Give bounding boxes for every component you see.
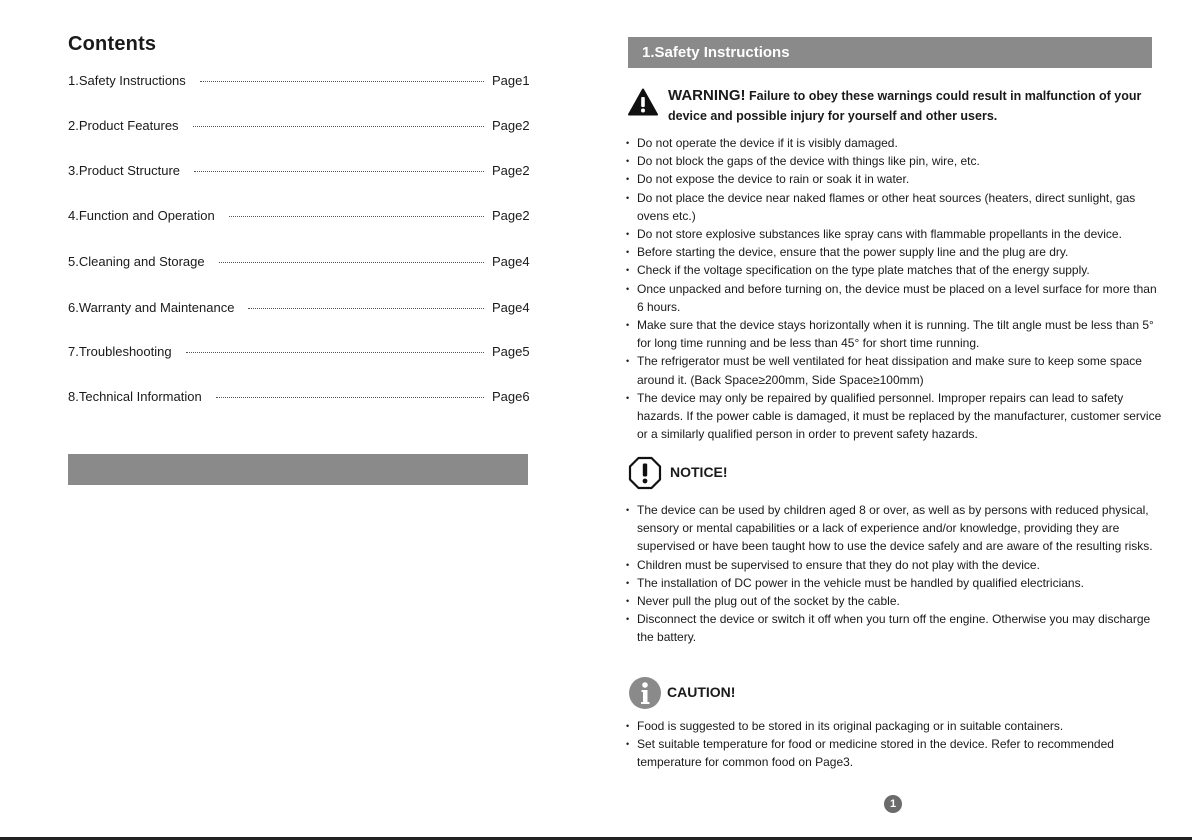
toc-entry[interactable] xyxy=(68,342,528,360)
toc-label: 3.Product Structure xyxy=(68,162,180,178)
list-item: • Do not expose the device to rain or soak it in water. xyxy=(626,170,1166,188)
toc-label: 2.Product Features xyxy=(68,117,179,133)
toc-label: 1.Safety Instructions xyxy=(68,72,186,88)
caution-list xyxy=(626,717,1166,772)
toc-leader-dots xyxy=(229,216,484,217)
list-item: • Check if the voltage specification on the type plate matches that of the energy supply. xyxy=(626,261,1166,279)
toc-leader-dots xyxy=(248,308,484,309)
list-item: • Children must be supervised to ensure that they do not play with the device. xyxy=(626,556,1166,574)
list-item: • Do not block the gaps of the device with things like pin, wire, etc. xyxy=(626,152,1166,170)
toc-leader-dots xyxy=(186,352,484,353)
list-item: • Do not store explosive substances like spray cans with flammable propellants in the device. xyxy=(626,225,1166,243)
list-item: • Disconnect the device or switch it off when you turn off the engine. Otherwise you may discharge the battery. xyxy=(626,610,1166,646)
toc-page: Page1 xyxy=(492,72,530,88)
list-item: • Once unpacked and before turning on, the device must be placed on a level surface for more than 6 hours. xyxy=(626,280,1166,316)
toc-entry[interactable] xyxy=(68,387,528,405)
toc-leader-dots xyxy=(219,262,484,263)
list-item: • The device can be used by children aged 8 or over, as well as by persons with reduced physical, sensory or mental capabilities or a lack of experience and/or knowledge, providing they are supervised or have been taught how to use the device safely and are aware of the resulting risks. xyxy=(626,501,1166,556)
toc-page: Page2 xyxy=(492,207,530,223)
toc-entry[interactable] xyxy=(68,252,528,270)
warning-text: Failure to obey these warnings could result in malfunction of your device and possible injury for yourself and other users. xyxy=(668,89,1142,123)
toc-page: Page4 xyxy=(492,299,530,315)
warning-label: WARNING! xyxy=(668,87,746,104)
toc-label: 7.Troubleshooting xyxy=(68,343,172,359)
list-item: • Set suitable temperature for food or medicine stored in the device. Refer to recommended temperature for common food on Page3. xyxy=(626,735,1166,771)
toc-leader-dots xyxy=(193,126,484,127)
toc-label: 5.Cleaning and Storage xyxy=(68,253,205,269)
list-item: • Before starting the device, ensure that the power supply line and the plug are dry. xyxy=(626,243,1166,261)
list-item: • The installation of DC power in the vehicle must be handled by qualified electricians. xyxy=(626,574,1166,592)
caution-label: CAUTION! xyxy=(667,684,736,700)
contents-title: Contents xyxy=(68,33,157,55)
toc-entry[interactable] xyxy=(68,71,528,89)
empty-section-bar xyxy=(68,454,528,485)
list-item: • Never pull the plug out of the socket by the cable. xyxy=(626,592,1166,610)
list-item: • The refrigerator must be well ventilated for heat dissipation and make sure to keep some space around it. (Back Space≥200mm, Side Space≥100mm) xyxy=(626,352,1166,388)
toc-page: Page6 xyxy=(492,388,530,404)
warning-list xyxy=(626,134,1166,443)
notice-list xyxy=(626,501,1166,647)
list-item: • Do not operate the device if it is visibly damaged. xyxy=(626,134,1166,152)
section-header: 1.Safety Instructions xyxy=(628,37,1152,68)
list-item: • Food is suggested to be stored in its original packaging or in suitable containers. xyxy=(626,717,1166,735)
toc-entry[interactable] xyxy=(68,116,528,134)
info-circle-icon xyxy=(628,676,662,710)
toc-leader-dots xyxy=(216,397,484,398)
toc-page: Page4 xyxy=(492,253,530,269)
warning-statement xyxy=(668,86,1158,126)
toc-leader-dots xyxy=(194,171,484,172)
toc-label: 4.Function and Operation xyxy=(68,207,215,223)
page-number: 1 xyxy=(884,795,902,813)
toc-page: Page2 xyxy=(492,162,530,178)
list-item: • Do not place the device near naked flames or other heat sources (heaters, direct sunlight, gas ovens etc.) xyxy=(626,189,1166,225)
list-item: • The device may only be repaired by qualified personnel. Improper repairs can lead to safety hazards. If the power cable is damaged, it must be replaced by the manufacturer, customer service or a similarly qualified person in order to prevent safety hazards. xyxy=(626,389,1166,444)
toc-page: Page5 xyxy=(492,343,530,359)
toc-page: Page2 xyxy=(492,117,530,133)
toc-entry[interactable] xyxy=(68,161,528,179)
warning-triangle-icon xyxy=(628,88,658,116)
toc-entry[interactable] xyxy=(68,298,528,316)
toc-entry[interactable] xyxy=(68,206,528,224)
notice-label: NOTICE! xyxy=(670,464,728,480)
toc-label: 8.Technical Information xyxy=(68,388,202,404)
toc-leader-dots xyxy=(200,81,484,82)
exclamation-octagon-icon xyxy=(628,456,662,490)
list-item: • Make sure that the device stays horizontally when it is running. The tilt angle must be less than 5° for long time running and be less than 45° for short time running. xyxy=(626,316,1166,352)
toc-label: 6.Warranty and Maintenance xyxy=(68,299,235,315)
